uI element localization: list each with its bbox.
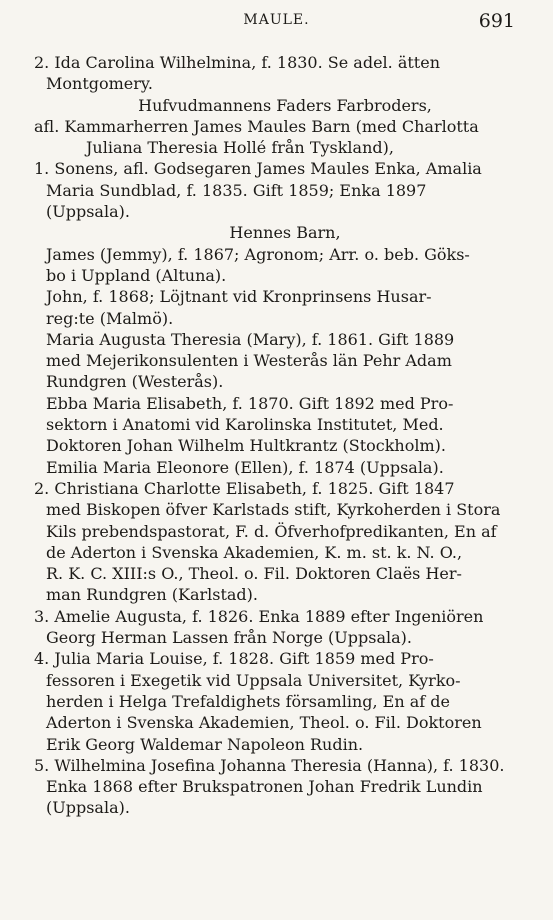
text-line: 2. Ida Carolina Wilhelmina, f. 1830. Se adel. ätten	[34, 53, 440, 72]
text-line: herden i Helga Trefaldighets församling, En af de	[46, 691, 451, 711]
text-line: Hennes Barn,	[229, 223, 341, 243]
text-line: Enka 1868 efter Brukspatronen Johan Fredrik Lundin	[46, 777, 483, 797]
text-line: Ebba Maria Elisabeth, f. 1870. Gift 1892 med Pro-	[46, 393, 454, 413]
text-line: Montgomery.	[46, 74, 153, 94]
text-line: 5. Wilhelmina Josefina Johanna Theresia (Hanna), f. 1830.	[34, 755, 505, 775]
text-line: Erik Georg Waldemar Napoleon Rudin.	[46, 734, 364, 754]
text-line: Georg Herman Lassen från Norge (Uppsala).	[46, 628, 412, 648]
text-line: R. K. C. XIII:s O., Theol. o. Fil. Doktoren Claës Her-	[46, 564, 462, 584]
text-line: Juliana Theresia Hollé från Tyskland),	[86, 138, 394, 158]
text-line: Emilia Maria Eleonore (Ellen), f. 1874 (Uppsala).	[46, 457, 444, 477]
text-line: (Uppsala).	[46, 202, 130, 222]
text-line: Doktoren Johan Wilhelm Hultkrantz (Stockholm).	[46, 436, 446, 456]
page-number: 691	[478, 10, 515, 32]
text-line: med Biskopen öfver Karlstads stift, Kyrkoherden i Stora	[46, 500, 501, 520]
text-line: reg:te (Malmö).	[46, 308, 174, 328]
text-line: 1. Sonens, afl. Godsegaren James Maules Enka, Amalia	[34, 159, 482, 179]
running-title: MAULE.	[243, 12, 310, 28]
text-line: fessoren i Exegetik vid Uppsala Universitet, Kyrko-	[46, 670, 461, 690]
text-line: 2. Christiana Charlotte Elisabeth, f. 1825. Gift 1847	[34, 478, 455, 498]
page-header	[0, 12, 553, 34]
text-line: (Uppsala).	[46, 798, 130, 818]
text-line: de Aderton i Svenska Akademien, K. m. st. k. N. O.,	[46, 542, 463, 562]
text-line: Hufvudmannens Faders Farbroders,	[138, 95, 432, 115]
text-line: Kils prebendspastorat, F. d. Öfverhofpredikanten, En af	[46, 521, 497, 541]
text-line: John, f. 1868; Löjtnant vid Kronprinsens Husar-	[46, 287, 432, 307]
text-line: Rundgren (Westerås).	[46, 372, 224, 392]
text-line: man Rundgren (Karlstad).	[46, 585, 258, 605]
text-line: bo i Uppland (Altuna).	[46, 265, 227, 285]
text-line: Maria Augusta Theresia (Mary), f. 1861. Gift 1889	[46, 329, 455, 349]
text-line: afl. Kammarherren James Maules Barn (med Charlotta	[34, 116, 479, 136]
text-line: med Mejerikonsulenten i Westerås län Pehr Adam	[46, 351, 452, 371]
text-line: 4. Julia Maria Louise, f. 1828. Gift 1859 med Pro-	[34, 649, 434, 669]
text-line: Maria Sundblad, f. 1835. Gift 1859; Enka 1897	[46, 180, 427, 200]
text-line: James (Jemmy), f. 1867; Agronom; Arr. o. beb. Göks-	[46, 244, 470, 264]
text-line: 3. Amelie Augusta, f. 1826. Enka 1889 efter Ingeniören	[34, 606, 484, 626]
text-line: sektorn i Anatomi vid Karolinska Institutet, Med.	[46, 415, 444, 435]
text-line: Aderton i Svenska Akademien, Theol. o. Fil. Doktoren	[46, 713, 482, 733]
body-text	[34, 52, 524, 819]
